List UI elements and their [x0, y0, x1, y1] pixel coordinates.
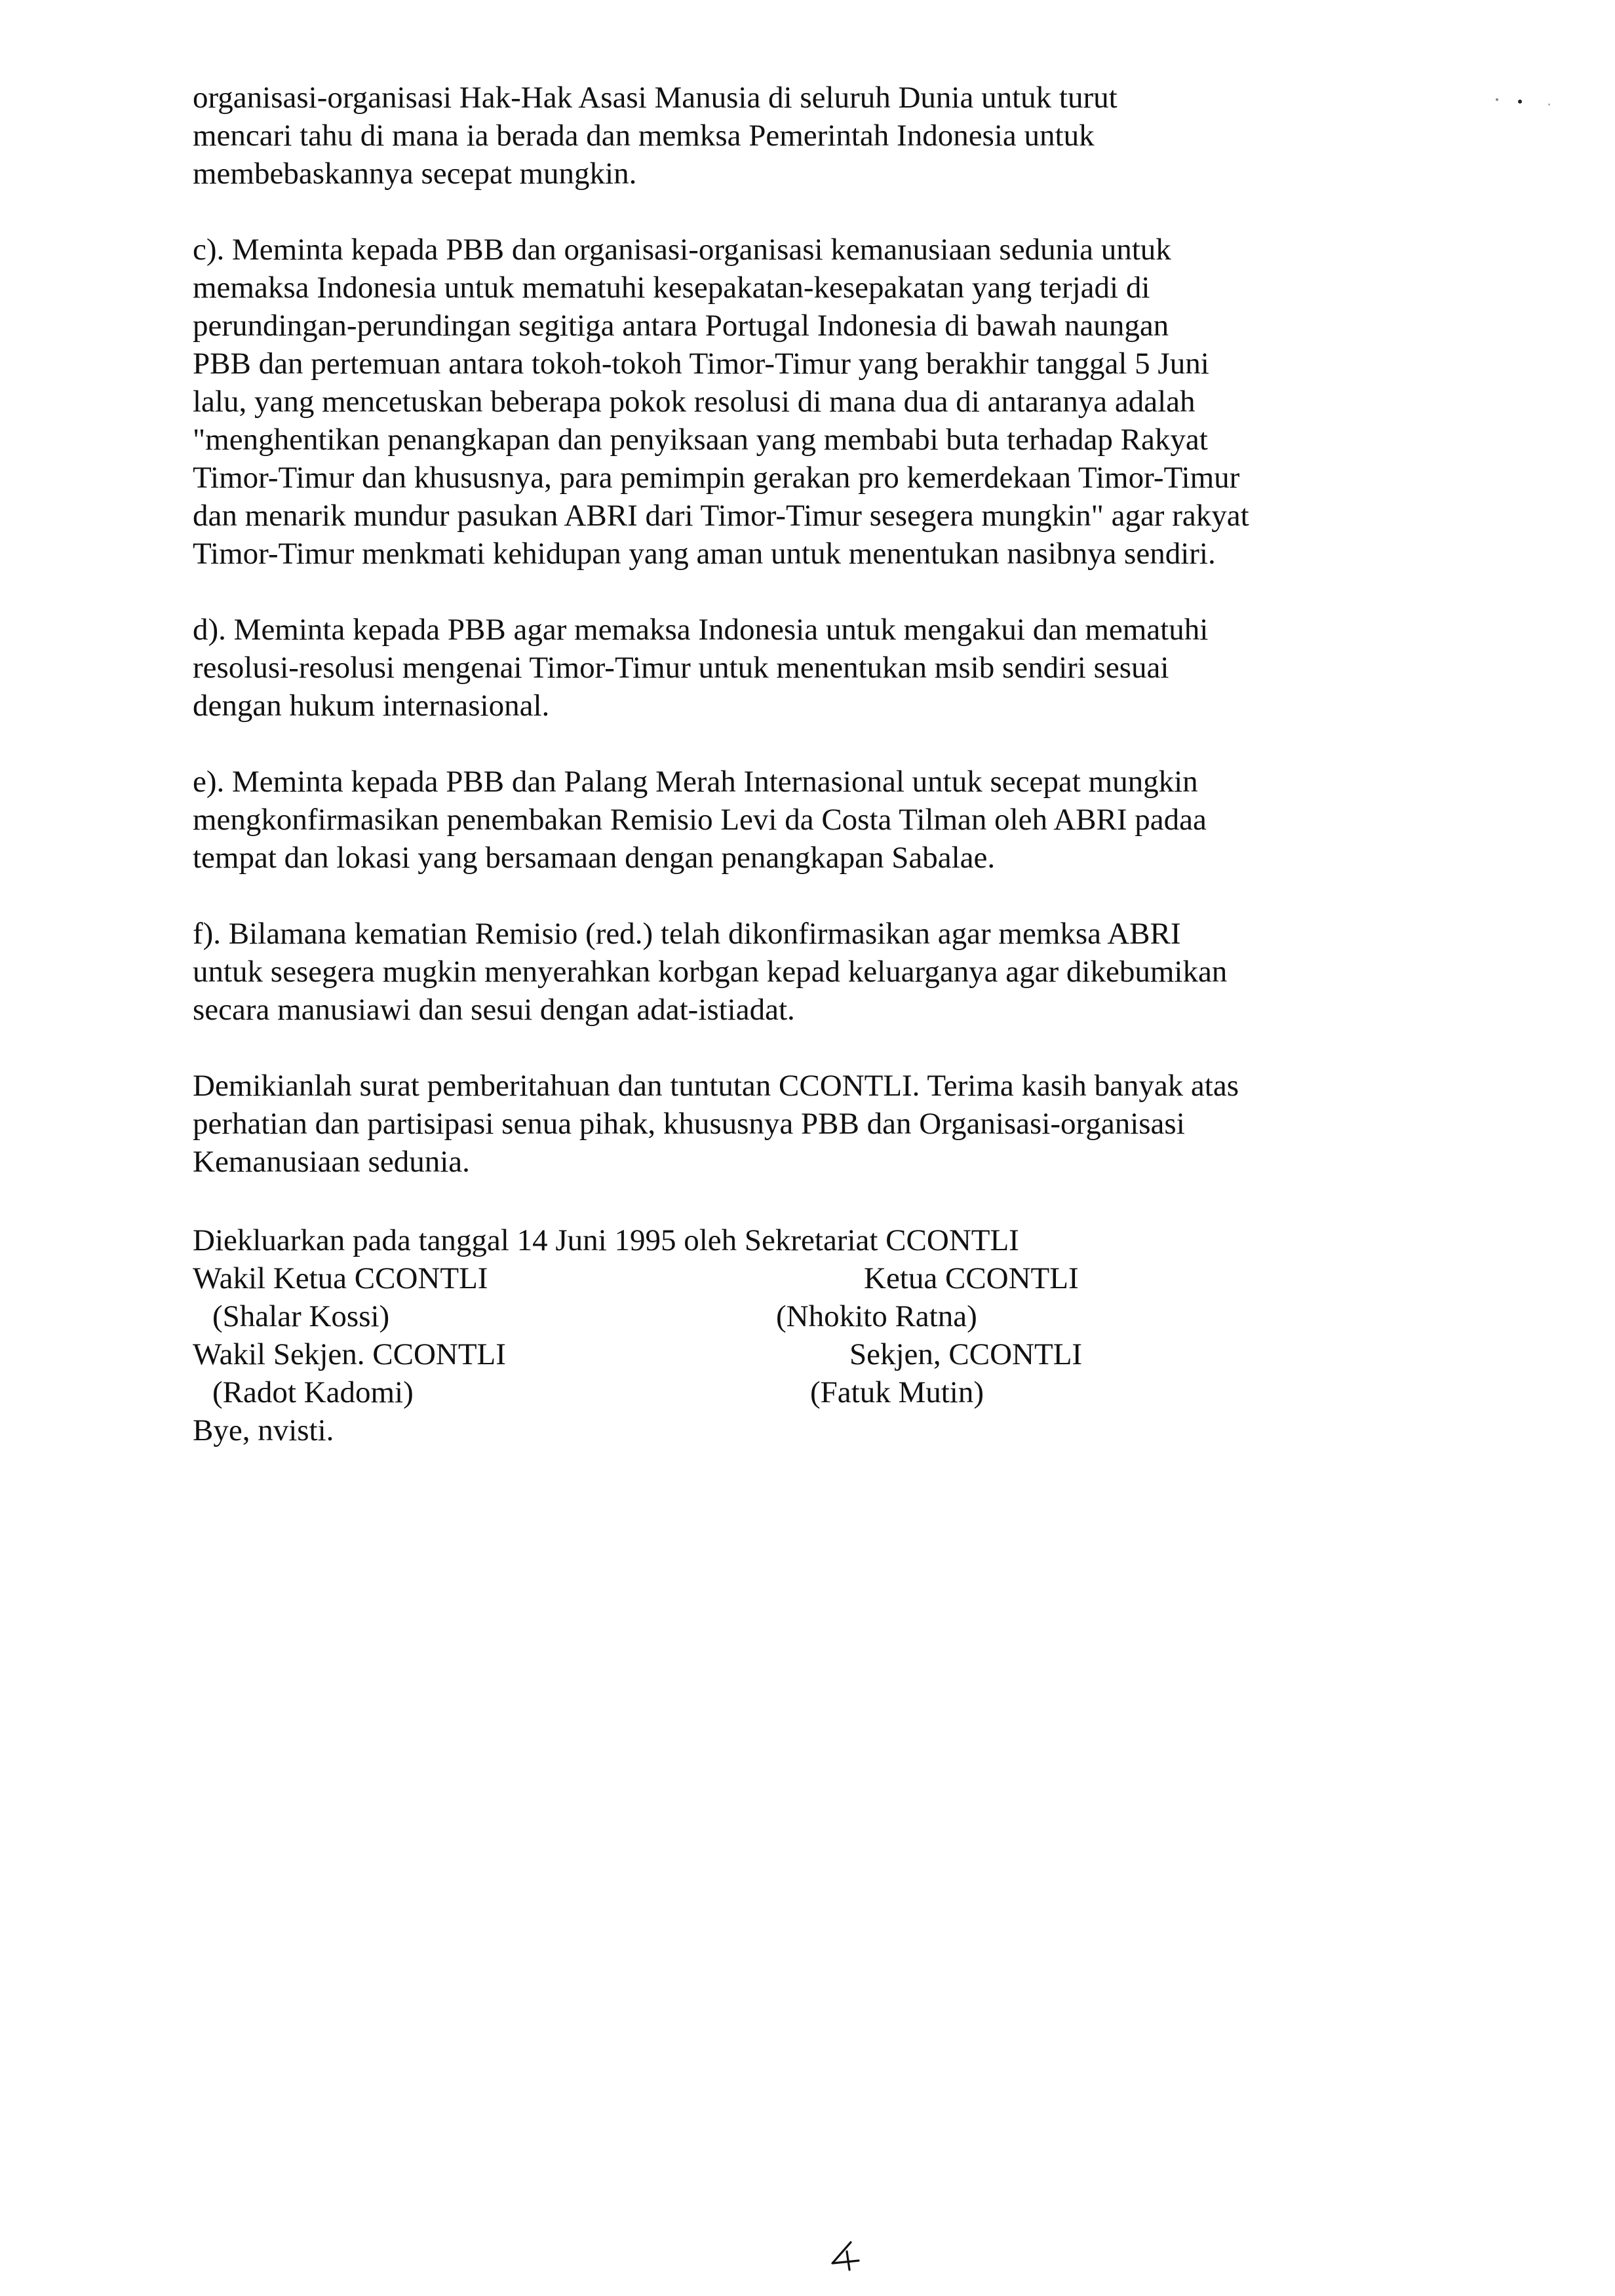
text-line: dan menarik mundur pasukan ABRI dari Timor-Timur sesegera mungkin" agar rakyat — [193, 499, 1249, 533]
signature-block — [193, 1221, 1110, 1449]
text-line: membebaskannya secepat mungkin. — [193, 157, 637, 191]
text-line: mencari tahu di mana ia berada dan memksa Pemerintah Indonesia untuk — [193, 119, 1095, 153]
scan-speck — [1518, 100, 1522, 104]
text-line: Demikianlah surat pemberitahuan dan tuntutan CCONTLI. Terima kasih banyak atas — [193, 1069, 1239, 1103]
signoff-text: Bye, nvisti. — [193, 1413, 334, 1447]
text-line: c). Meminta kepada PBB dan organisasi-organisasi kemanusiaan sedunia untuk — [193, 233, 1171, 267]
paragraph-item-f — [193, 915, 1346, 1029]
text-line: Timor-Timur dan khususnya, para pemimpin gerakan pro kemerdekaan Timor-Timur — [193, 461, 1240, 495]
signatory-name-right: (Nhokito Ratna) — [776, 1299, 977, 1333]
signatory-title-left: Wakil Sekjen. CCONTLI — [193, 1337, 506, 1371]
text-line: dengan hukum internasional. — [193, 689, 550, 723]
page-number — [828, 2238, 863, 2272]
text-line: e). Meminta kepada PBB dan Palang Merah Internasional untuk secepat mungkin — [193, 765, 1198, 799]
text-line: organisasi-organisasi Hak-Hak Asasi Manusia di seluruh Dunia untuk turut — [193, 81, 1118, 115]
issued-text: Diekluarkan pada tanggal 14 Juni 1995 oleh Sekretariat CCONTLI — [193, 1223, 1019, 1257]
letter-body — [193, 79, 1346, 1219]
text-line: untuk sesegera mugkin menyerahkan korbgan kepad keluarganya agar dikebumikan — [193, 955, 1228, 989]
scan-speck — [1548, 104, 1550, 105]
paragraph-continuation — [193, 79, 1346, 193]
text-line: PBB dan pertemuan antara tokoh-tokoh Timor-Timur yang berakhir tanggal 5 Juni — [193, 347, 1209, 381]
text-line: tempat dan lokasi yang bersamaan dengan penangkapan Sabalae. — [193, 841, 996, 875]
signatory-title-right: Sekjen, CCONTLI — [849, 1337, 1083, 1371]
paragraph-item-c — [193, 231, 1346, 573]
scan-speck — [1496, 98, 1498, 101]
signoff-line — [193, 1411, 1110, 1449]
issued-line — [193, 1221, 1110, 1259]
text-line: mengkonfirmasikan penembakan Remisio Levi da Costa Tilman oleh ABRI padaa — [193, 803, 1207, 837]
signatory-row — [193, 1373, 1110, 1411]
text-line: resolusi-resolusi mengenai Timor-Timur untuk menentukan msib sendiri sesuai — [193, 651, 1169, 685]
text-line: lalu, yang mencetuskan beberapa pokok resolusi di mana dua di antaranya adalah — [193, 385, 1196, 419]
signatory-row — [193, 1297, 1110, 1335]
signatory-name-left: (Radot Kadomi) — [212, 1375, 414, 1409]
signatory-title-right: Ketua CCONTLI — [864, 1261, 1079, 1295]
paragraph-item-e — [193, 763, 1346, 877]
text-line: Kemanusiaan sedunia. — [193, 1145, 470, 1179]
paragraph-item-d — [193, 611, 1346, 725]
text-line: memaksa Indonesia untuk mematuhi kesepakatan-kesepakatan yang terjadi di — [193, 271, 1150, 305]
text-line: f). Bilamana kematian Remisio (red.) telah dikonfirmasikan agar memksa ABRI — [193, 917, 1181, 951]
text-line: "menghentikan penangkapan dan penyiksaan yang membabi buta terhadap Rakyat — [193, 423, 1208, 457]
text-line: perundingan-perundingan segitiga antara Portugal Indonesia di bawah naungan — [193, 309, 1169, 343]
signatory-row — [193, 1259, 1110, 1297]
text-line: Timor-Timur menkmati kehidupan yang aman untuk menentukan nasibnya sendiri. — [193, 537, 1216, 571]
signatory-title-left: Wakil Ketua CCONTLI — [193, 1261, 488, 1295]
text-line: secara manusiawi dan sesui dengan adat-istiadat. — [193, 993, 795, 1027]
signatory-name-left: (Shalar Kossi) — [212, 1299, 390, 1333]
text-line: perhatian dan partisipasi senua pihak, khususnya PBB dan Organisasi-organisasi — [193, 1107, 1185, 1141]
paragraph-closing-thanks — [193, 1067, 1346, 1181]
text-line: d). Meminta kepada PBB agar memaksa Indonesia untuk mengakui dan mematuhi — [193, 613, 1209, 647]
signatory-row — [193, 1335, 1110, 1373]
signatory-name-right: (Fatuk Mutin) — [810, 1375, 984, 1409]
